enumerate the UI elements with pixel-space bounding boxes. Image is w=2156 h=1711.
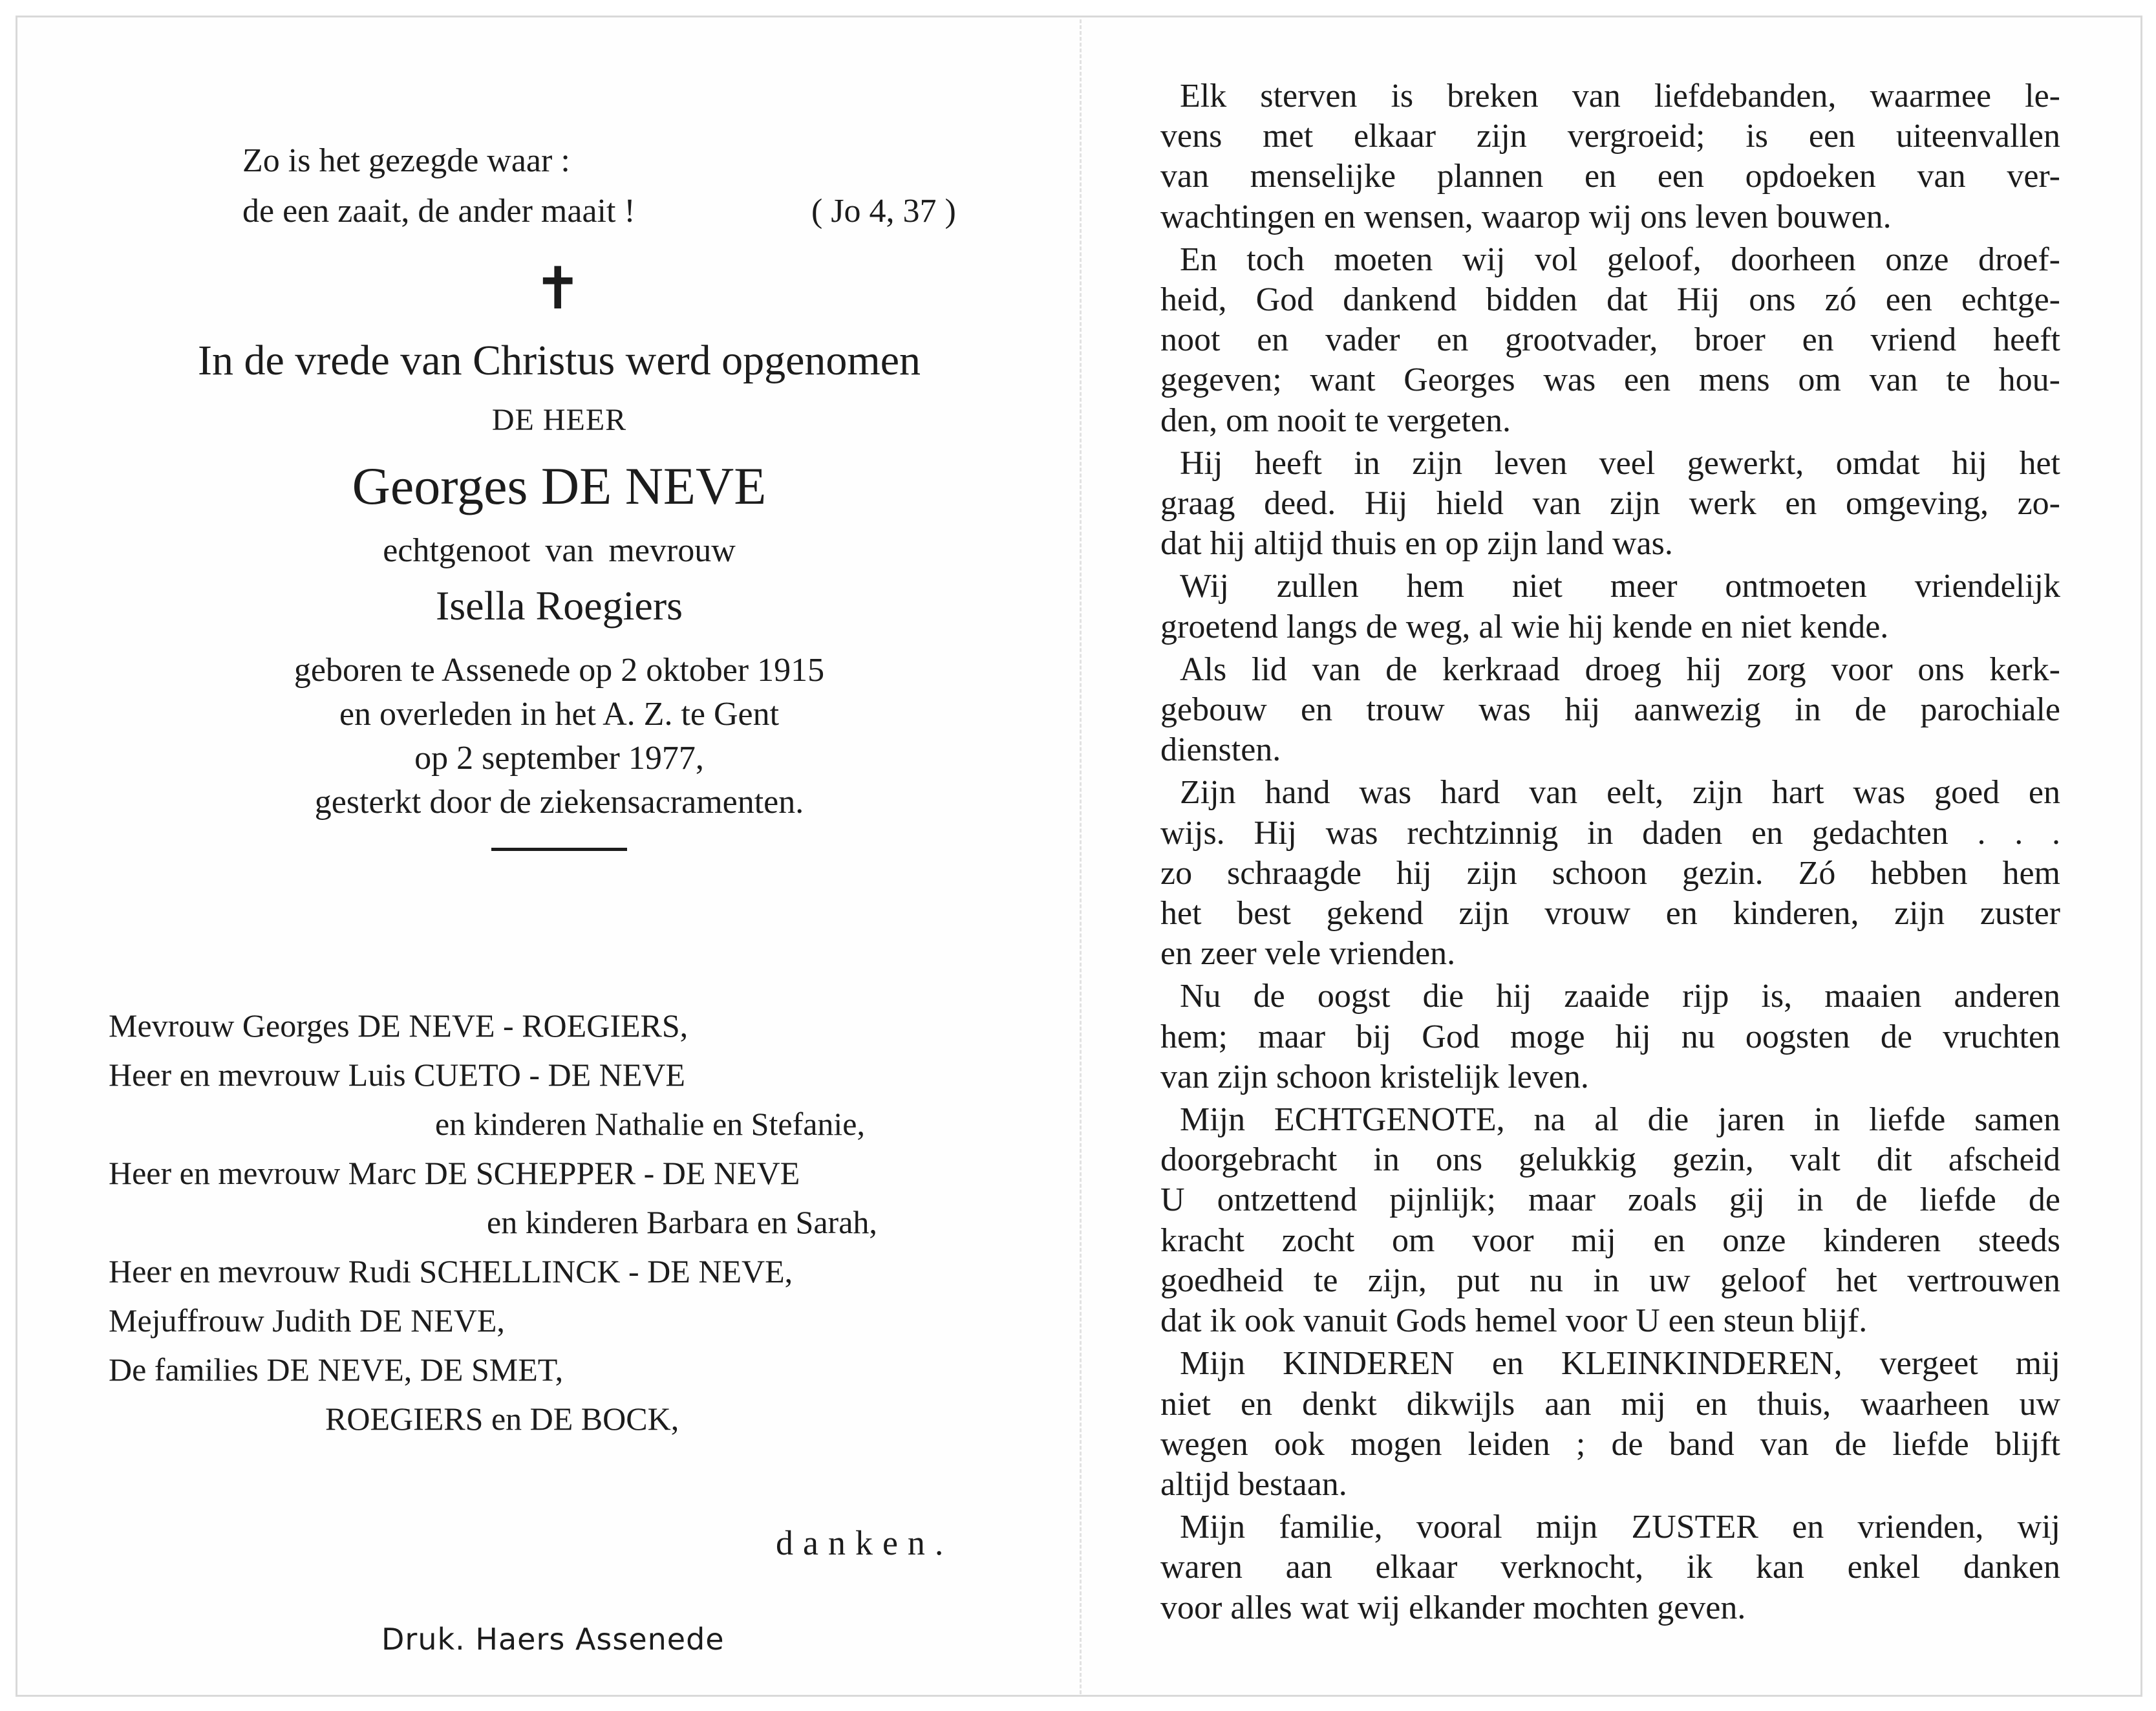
text-line: Nu de oogst die hij zaaide rijp is, maaien anderen (1180, 978, 2060, 1015)
text-line: diensten. (1160, 731, 1281, 769)
text-line: Hij heeft in zijn leven veel gewerkt, omdat hij het (1180, 444, 2060, 482)
text-line: vens met elkaar zijn vergroeid; is een uiteenvallen (1160, 118, 2060, 155)
text-line: Wij zullen hem niet meer ontmoeten vriendelijk (1180, 568, 2060, 605)
family-line: De families DE NEVE, DE SMET, (109, 1351, 564, 1388)
text-line: wijs. Hij was rechtzinnig in daden en gedachten . . . (1160, 814, 2060, 852)
text-paragraph (1160, 240, 2060, 441)
text-line: doorgebracht in ons gelukkig gezin, valt dit afscheid (1160, 1141, 2060, 1179)
thanks-text: danken. (776, 1523, 954, 1562)
text-line: dat hij altijd thuis en op zijn land was. (1160, 525, 1673, 563)
text-line: Mijn familie, vooral mijn ZUSTER en vrienden, wij (1180, 1509, 2060, 1546)
text-line: Mijn KINDEREN en KLEINKINDEREN, vergeet mij (1180, 1345, 2060, 1383)
text-paragraph (1160, 650, 2060, 771)
text-line: En toch moeten wij vol geloof, doorheen onze droef- (1180, 241, 2060, 278)
text-paragraph (1160, 1100, 2060, 1341)
text-paragraph (1160, 76, 2060, 237)
bio-line: op 2 september 1977, (414, 740, 704, 777)
text-line: groetend langs de weg, al wie hij kende en niet kende. (1160, 608, 1889, 645)
text-line: gegeven; want Georges was een mens om van te hou- (1160, 361, 2060, 399)
text-line: goedheid te zijn, put nu in uw geloof het vertrouwen (1160, 1262, 2060, 1299)
text-line: en zeer vele vrienden. (1160, 935, 1456, 973)
text-line: Elk sterven is breken van liefdebanden, waarmee le- (1180, 78, 2060, 114)
quote-line-1: Zo is het gezegde waar : (242, 142, 570, 179)
quote-reference: ( Jo 4, 37 ) (811, 193, 956, 230)
text-line: hem; maar bij God moge hij nu oogsten de vruchten (1160, 1018, 2060, 1055)
deceased-name: Georges DE NEVE (352, 457, 767, 515)
text-line: Als lid van de kerkraad droeg hij zorg voor ons kerk- (1180, 651, 2060, 688)
text-line: U ontzettend pijnlijk; maar zoals gij in de liefde de (1160, 1181, 2060, 1219)
family-line: Mevrouw Georges DE NEVE - ROEGIERS, (109, 1007, 688, 1044)
text-paragraph (1160, 444, 2060, 565)
text-line: het best gekend zijn vrouw en kinderen, zijn zuster (1160, 895, 2060, 932)
text-line: van menselijke plannen en een opdoeken van ver- (1160, 158, 2060, 195)
relation-text: echtgenoot van mevrouw (383, 532, 736, 569)
text-paragraph (1160, 566, 2060, 647)
family-line: ROEGIERS en DE BOCK, (325, 1401, 679, 1437)
text-line: dat ik ook vanuit Gods hemel voor U een steun blijf. (1160, 1302, 1868, 1340)
text-line: Mijn ECHTGENOTE, na al die jaren in liefde samen (1180, 1101, 2060, 1139)
text-line: gebouw en trouw was hij aanwezig in de parochiale (1160, 691, 2060, 729)
honorific: DE HEER (491, 403, 627, 437)
text-line: noot en vader en grootvader, broer en vriend heeft (1160, 321, 2060, 359)
text-line: zo schraagde hij zijn schoon gezin. Zó hebben hem (1160, 854, 2060, 892)
text-line: kracht zocht om voor mij en onze kinderen steeds (1160, 1221, 2060, 1259)
bio-line: en overleden in het A. Z. te Gent (339, 696, 780, 733)
text-paragraph (1160, 773, 2060, 974)
text-line: Zijn hand was hard van eelt, zijn hart was goed en (1180, 774, 2060, 812)
text-paragraph (1160, 1507, 2060, 1628)
text-line: den, om nooit te vergeten. (1160, 402, 1511, 439)
bible-quote (242, 136, 956, 237)
family-list (109, 1001, 1046, 1443)
cross-icon: ✝ (533, 255, 582, 323)
family-line: en kinderen Nathalie en Stefanie, (435, 1106, 865, 1142)
text-line: niet en denkt dikwijls aan mij en thuis, waarheen uw (1160, 1385, 2060, 1423)
family-line: Heer en mevrouw Rudi SCHELLINCK - DE NEVE, (109, 1253, 793, 1289)
text-paragraph (1160, 976, 2060, 1097)
family-line: en kinderen Barbara en Sarah, (487, 1204, 877, 1240)
printer-credit: Druk. Haers Assenede (381, 1622, 725, 1657)
text-paragraph (1160, 1344, 2060, 1505)
card-fold-line (1080, 19, 1082, 1694)
text-line: wegen ook mogen leiden ; de band van de liefde blijft (1160, 1425, 2060, 1463)
spouse-name: Isella Roegiers (435, 583, 683, 629)
text-line: wachtingen en wensen, waarop wij ons leven bouwen. (1160, 198, 1892, 235)
text-line: waren aan elkaar verknocht, ik kan enkel danken (1160, 1549, 2060, 1586)
text-line: van zijn schoon kristelijk leven. (1160, 1058, 1589, 1095)
quote-line-2: de een zaait, de ander maait ! (242, 193, 635, 230)
bio-line: gesterkt door de ziekensacramenten. (314, 784, 804, 821)
divider-rule (491, 848, 627, 851)
bio-line: geboren te Assenede op 2 oktober 1915 (294, 652, 825, 689)
family-line: Mejuffrouw Judith DE NEVE, (109, 1302, 505, 1339)
text-line: voor alles wat wij elkander mochten geven. (1160, 1589, 1746, 1626)
biography (103, 649, 1015, 824)
family-line: Heer en mevrouw Luis CUETO - DE NEVE (109, 1057, 685, 1093)
announcement-intro: In de vrede van Christus werd opgenomen (197, 337, 921, 384)
text-line: heid, God dankend bidden dat Hij ons zó een echtge- (1160, 281, 2060, 319)
text-line: altijd bestaan. (1160, 1465, 1347, 1503)
memorial-text (1160, 76, 2060, 1631)
family-line: Heer en mevrouw Marc DE SCHEPPER - DE NEVE (109, 1155, 800, 1191)
text-line: graag deed. Hij hield van zijn werk en omgeving, zo- (1160, 485, 2060, 522)
